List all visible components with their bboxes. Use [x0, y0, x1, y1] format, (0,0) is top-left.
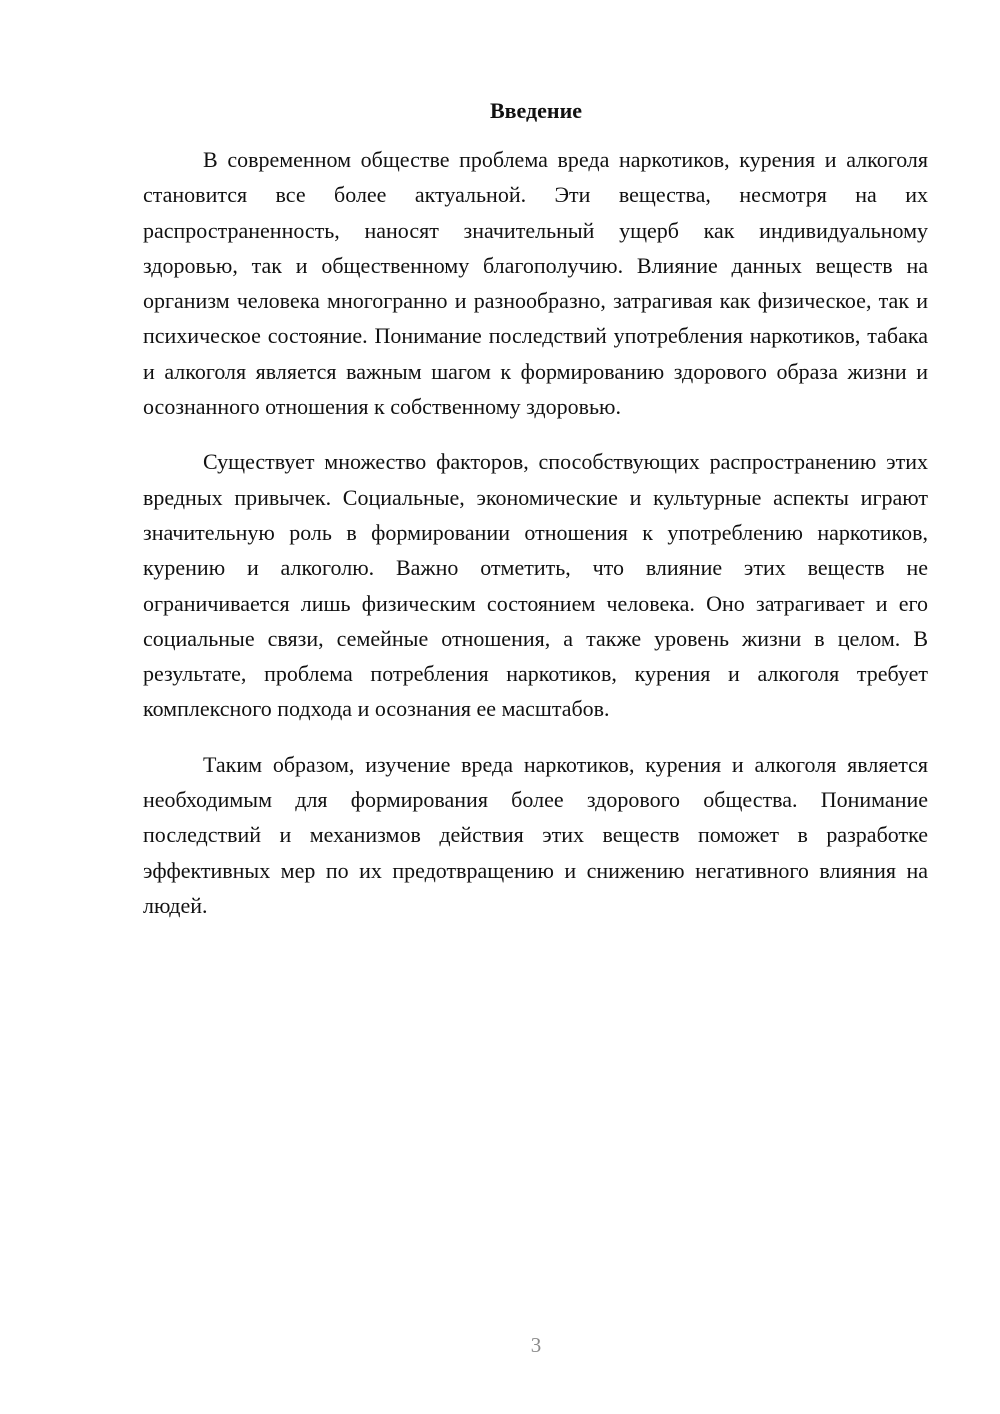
page-number: 3 [530, 1333, 542, 1357]
paragraph: Существует множество факторов, способствующих распространению этих вредных привычек. Социальные, экономические и культурные аспекты играют значительную роль в формировании отношения к употреблению наркотиков, курению и алкоголю. Важно отметить, что влияние этих веществ не ограничивается лишь физическим состоянием человека. Оно затрагивает и его социальные связи, семейные отношения, а также уровень жизни в целом. В результате, проблема потребления наркотиков, курения и алкоголя требует комплексного подхода и осознания ее масштабов. [143, 449, 928, 722]
body-text [143, 142, 928, 943]
paragraph: В современном обществе проблема вреда наркотиков, курения и алкоголя становится все более актуальной. Эти вещества, несмотря на их распространенность, наносят значительный ущерб как индивидуальному здоровью, так и общественному благополучию. Влияние данных веществ на организм человека многогранно и разнообразно, затрагивая как физическое, так и психическое состояние. Понимание последствий употребления наркотиков, табака и алкоголя является важным шагом к формированию здорового образа жизни и осознанного отношения к собственному здоровью. [143, 147, 928, 420]
section-heading: Введение [489, 98, 583, 123]
paragraph: Таким образом, изучение вреда наркотиков, курения и алкоголя является необходимым для формирования более здорового общества. Понимание последствий и механизмов действия этих веществ поможет в разработке эффективных мер по их предотвращению и снижению негативного влияния на людей. [143, 751, 928, 918]
